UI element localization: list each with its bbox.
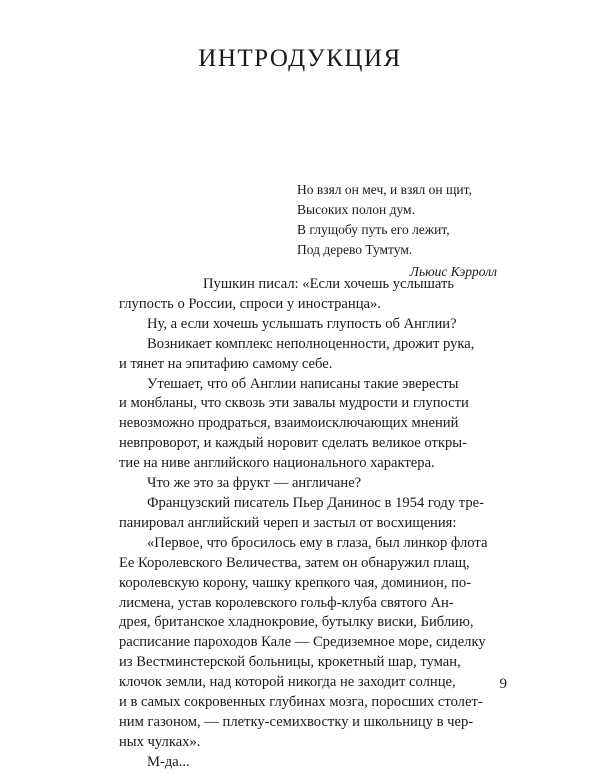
body-line: Возникает комплекс неполноценности, дрожит рука, bbox=[147, 335, 475, 352]
body-line: лисмена, устав королевского гольф-клуба святого Ан- bbox=[119, 594, 454, 611]
body-line: Французский писатель Пьер Даниноc в 1954 году тре- bbox=[147, 494, 484, 511]
body-line: Ее Королевского Величества, затем он обнаружил плащ, bbox=[119, 554, 470, 571]
page-number: 9 bbox=[499, 676, 507, 692]
body-line: клочок земли, над которой никогда не заходит солнце, bbox=[119, 674, 456, 691]
body-line: панировал английский череп и застыл от восхищения: bbox=[119, 514, 457, 531]
body-line: глупость о России, спроси у иностранца». bbox=[119, 295, 381, 312]
epigraph bbox=[297, 180, 497, 282]
body-line: королевскую корону, чашку крепкого чая, доминион, по- bbox=[119, 574, 472, 591]
body-line: дрея, британское хладнокровие, бутылку виски, Библию, bbox=[119, 614, 474, 631]
body-line: невпроворот, и каждый норовит сделать великое откры- bbox=[119, 435, 467, 452]
epigraph-attribution: Льюис Кэрролл bbox=[409, 264, 497, 279]
epigraph-line: В глущобу путь его лежит, bbox=[297, 222, 450, 237]
body-line: тие на ниве английского национального характера. bbox=[119, 455, 435, 472]
body-text bbox=[119, 275, 488, 773]
body-line: из Вестминстерской больницы, крокетный шар, туман, bbox=[119, 654, 461, 671]
body-line: Пушкин писал: «Если хочешь услышать bbox=[203, 276, 454, 292]
epigraph-line: Высоких полон дум. bbox=[297, 202, 415, 217]
body-line: и в самых сокровенных глубинах мозга, поросших столет- bbox=[119, 694, 483, 711]
body-line: «Первое, что бросилось ему в глаза, был линкор флота bbox=[147, 534, 488, 551]
body-line: и монбланы, что сквозь эти завалы мудрости и глупости bbox=[119, 395, 469, 412]
epigraph-line: Под дерево Тумтум. bbox=[297, 242, 413, 257]
chapter-title: ИНТРОДУКЦИЯ bbox=[198, 45, 402, 72]
body-line: Утешает, что об Англии написаны такие эвересты bbox=[147, 375, 459, 392]
body-line: и тянет на эпитафию самому себе. bbox=[119, 355, 333, 372]
body-line: Ну, а если хочешь услышать глупость об Англии? bbox=[147, 315, 457, 332]
body-line: ных чулках». bbox=[119, 733, 201, 750]
body-line: М-да... bbox=[147, 753, 190, 770]
body-line: Что же это за фрукт — англичане? bbox=[147, 475, 362, 492]
body-line: расписание пароходов Кале — Средиземное море, сиделку bbox=[119, 634, 486, 651]
body-line: невозможно продраться, взаимоисключающих мнений bbox=[119, 415, 459, 432]
body-line: ним газоном, — плетку-семихвостку и школьницу в чер- bbox=[119, 713, 474, 730]
epigraph-line: Но взял он меч, и взял он щит, bbox=[297, 182, 472, 197]
